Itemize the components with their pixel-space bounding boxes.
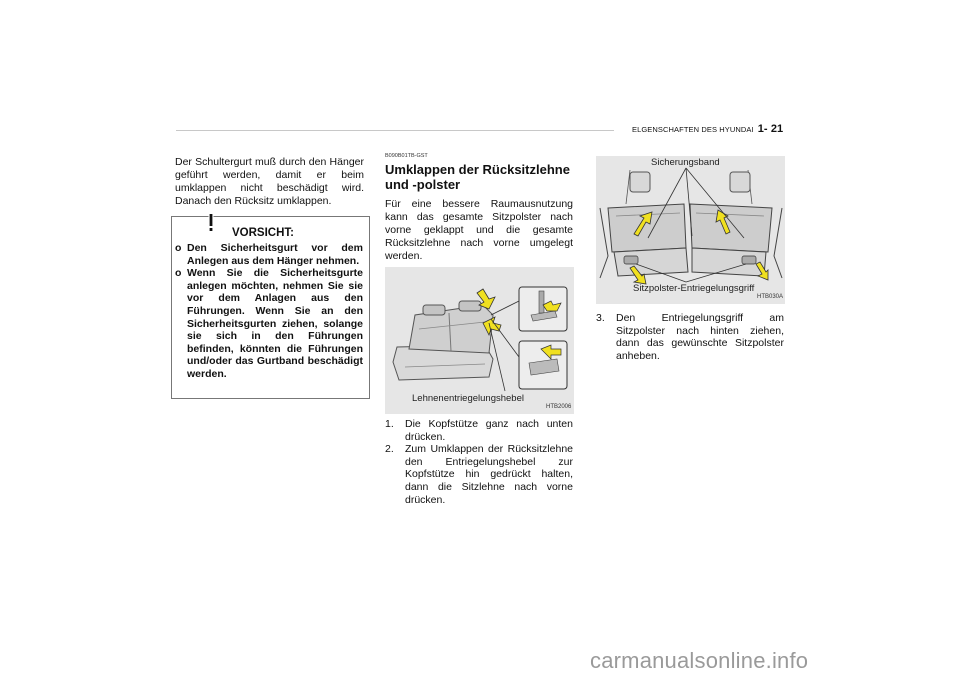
watermark: carmanualsonline.info [590, 648, 809, 673]
step-text: Den Entriegelungsgriff am Sitzpolster nach hinten ziehen, dann das gewünschte Sitzpolster anheben. [616, 312, 784, 362]
section-title: ELGENSCHAFTEN DES HYUNDAI [632, 125, 754, 134]
figure-backrest-release [385, 267, 574, 414]
caution-item [175, 242, 363, 267]
figure-code: HTB2006 [546, 404, 572, 410]
rear-seat-illustration [596, 156, 785, 304]
list-item [385, 443, 573, 506]
steps-list-middle [385, 418, 573, 506]
figure-label-lever: Lehnenentriegelungshebel [412, 393, 524, 404]
figure-label-belt: Sicherungsband [651, 157, 720, 168]
section-code: B090B01TB-GST [385, 153, 428, 159]
step-text: Die Kopfstütze ganz nach unten drücken. [405, 418, 573, 443]
list-item [596, 312, 784, 362]
steps-list-right [596, 312, 784, 362]
section-title-heading: Umklappen der Rücksitzlehne und -polster [385, 162, 570, 192]
step-number: 3. [596, 312, 605, 324]
section-body: Für eine bessere Raumausnutzung kann das gesamte Sitzpolster nach vorne geklappt und die gesamte Rücksitzlehne nach vorne umgelegt werden. [385, 198, 573, 262]
step-number: 2. [385, 443, 394, 456]
figure-code-right: HTB030A [757, 294, 784, 300]
step-number: 1. [385, 418, 394, 430]
page-header [632, 123, 785, 135]
caution-title: VORSICHT: [232, 227, 294, 239]
page-number: 1- 21 [757, 123, 784, 135]
header-rule [176, 130, 614, 131]
warning-triangle-icon [199, 212, 223, 234]
caution-item [175, 267, 363, 380]
intro-paragraph: Der Schultergurt muß durch den Hänger geführt werden, damit er beim umklappen nicht beschädigt wird. Danach den Rücksitz umklappen. [175, 156, 364, 207]
list-marker: o [175, 267, 182, 280]
figure-label-handle: Sitzpolster-Entriegelungsgriff [633, 283, 755, 294]
seat-illustration [385, 267, 574, 414]
list-item [385, 418, 573, 443]
caution-list [175, 242, 363, 381]
list-marker: o [175, 242, 182, 254]
caution-item-text: Den Sicherheitsgurt vor dem Anlegen aus dem Hänger nehmen. [187, 242, 363, 267]
step-text: Zum Umklappen der Rücksitzlehne den Entriegelungshebel zur Kopfstütze hin gedrückt halten, dann die Sitzlehne nach vorne drücken. [405, 443, 573, 506]
figure-cushion-release [596, 156, 785, 304]
caution-item-text: Wenn Sie die Sicherheitsgurte anlegen möchten, nehmen Sie sie vor dem Anlagen aus den Führungen. Wenn Sie an den Sicherheitsgurten ziehen, solange sie sich in den Führungen befinden, könnten die Führungen und/oder das Gurtband beschädigt werden. [187, 267, 363, 380]
